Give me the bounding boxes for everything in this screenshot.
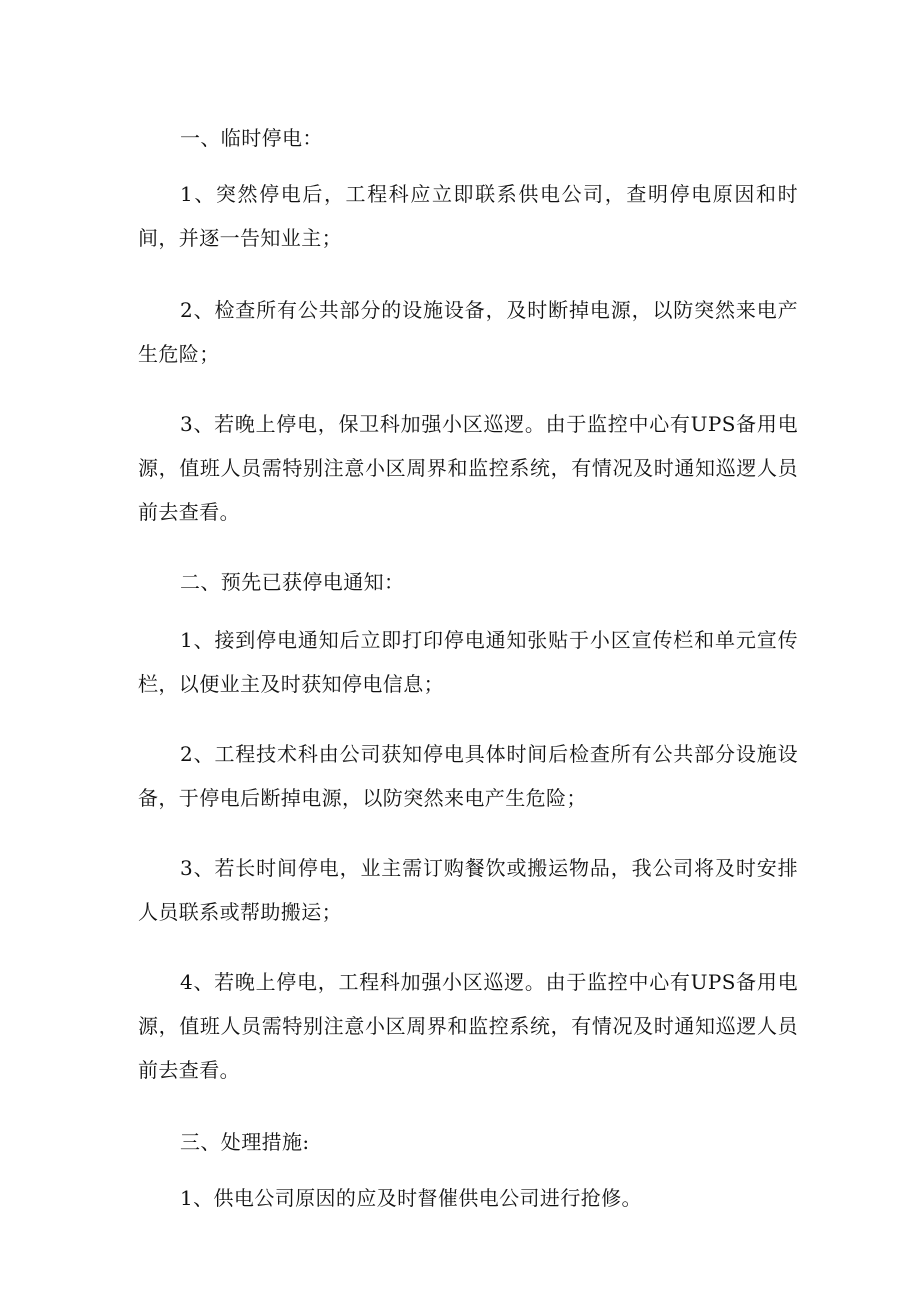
paragraph-item: 1、突然停电后，工程科应立即联系供电公司，查明停电原因和时间，并逐一告知业主； [138, 182, 798, 250]
paragraph-item: 4、若晚上停电，工程科加强小区巡逻。由于监控中心有UPS备用电源，值班人员需特别注意小区周界和监控系统，有情况及时通知巡逻人员前去查看。 [138, 970, 798, 1082]
paragraph-item: 1、供电公司原因的应及时督催供电公司进行抢修。 [180, 1186, 642, 1210]
paragraph-item: 1、接到停电通知后立即打印停电通知张贴于小区宣传栏和单元宣传栏，以便业主及时获知停电信息； [138, 628, 798, 696]
section-heading-handling-measures: 三、处理措施: [180, 1130, 310, 1154]
paragraph-item: 2、工程技术科由公司获知停电具体时间后检查所有公共部分设施设备，于停电后断掉电源，以防突然来电产生危险； [138, 742, 798, 810]
section-heading-prior-notice: 二、预先已获停电通知： [180, 570, 405, 594]
paragraph-item: 3、若晚上停电，保卫科加强小区巡逻。由于监控中心有UPS备用电源，值班人员需特别注意小区周界和监控系统，有情况及时通知巡逻人员前去查看。 [138, 412, 798, 524]
section-heading-temporary-outage: 一、临时停电： [180, 126, 323, 150]
paragraph-item: 3、若长时间停电，业主需订购餐饮或搬运物品，我公司将及时安排人员联系或帮助搬运； [138, 856, 798, 924]
paragraph-item: 2、检查所有公共部分的设施设备，及时断掉电源，以防突然来电产生危险； [138, 298, 798, 366]
